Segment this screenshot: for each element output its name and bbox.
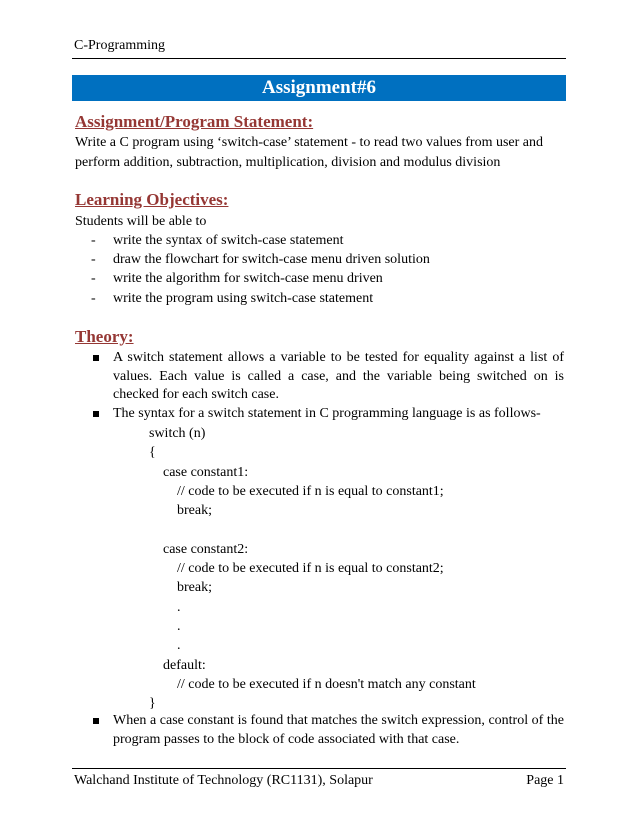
list-item: - write the program using switch-case statement xyxy=(91,289,430,308)
theory-bullet xyxy=(96,349,564,405)
page-header: C-Programming xyxy=(74,38,165,53)
square-bullet-icon xyxy=(93,718,99,724)
objectives-list xyxy=(91,231,430,308)
bullet-text: A switch statement allows a variable to be tested for equality against a list of values. Each value is called a case, and the variable being switched on is checked for each switch case. xyxy=(113,350,564,402)
list-item: - write the algorithm for switch-case menu driven xyxy=(91,269,430,288)
square-bullet-icon xyxy=(93,411,99,417)
square-bullet-icon xyxy=(93,355,99,361)
statement-heading: Assignment/Program Statement: xyxy=(75,112,314,131)
page-number: Page 1 xyxy=(526,773,564,788)
objectives-intro: Students will be able to xyxy=(75,214,207,229)
theory-bullet xyxy=(96,712,564,749)
header-divider xyxy=(72,58,566,59)
theory-heading: Theory: xyxy=(75,327,134,346)
list-item: - draw the flowchart for switch-case menu driven solution xyxy=(91,250,430,269)
list-item: - write the syntax of switch-case statement xyxy=(91,231,430,250)
statement-text: Write a C program using ‘switch-case’ statement - to read two values from user and perform addition, subtraction, multiplication, division and modulus division xyxy=(75,135,544,170)
assignment-banner: Assignment#6 xyxy=(72,75,566,101)
footer-institute: Walchand Institute of Technology (RC1131), Solapur xyxy=(74,773,373,788)
objectives-heading: Learning Objectives: xyxy=(75,190,229,209)
bullet-text: The syntax for a switch statement in C programming language is as follows- xyxy=(113,406,541,421)
bullet-text: When a case constant is found that matches the switch expression, control of the program passes to the block of code associated with that case. xyxy=(113,713,564,747)
switch-syntax-code: switch (n) { case constant1: // code to be executed if n is equal to constant1; break; case constant2: // code to be executed if n is equal to constant2; break; . . . default: // code to be executed if n doesn't match any constant } xyxy=(149,426,476,712)
footer-divider xyxy=(72,768,566,769)
theory-bullet xyxy=(96,405,564,424)
